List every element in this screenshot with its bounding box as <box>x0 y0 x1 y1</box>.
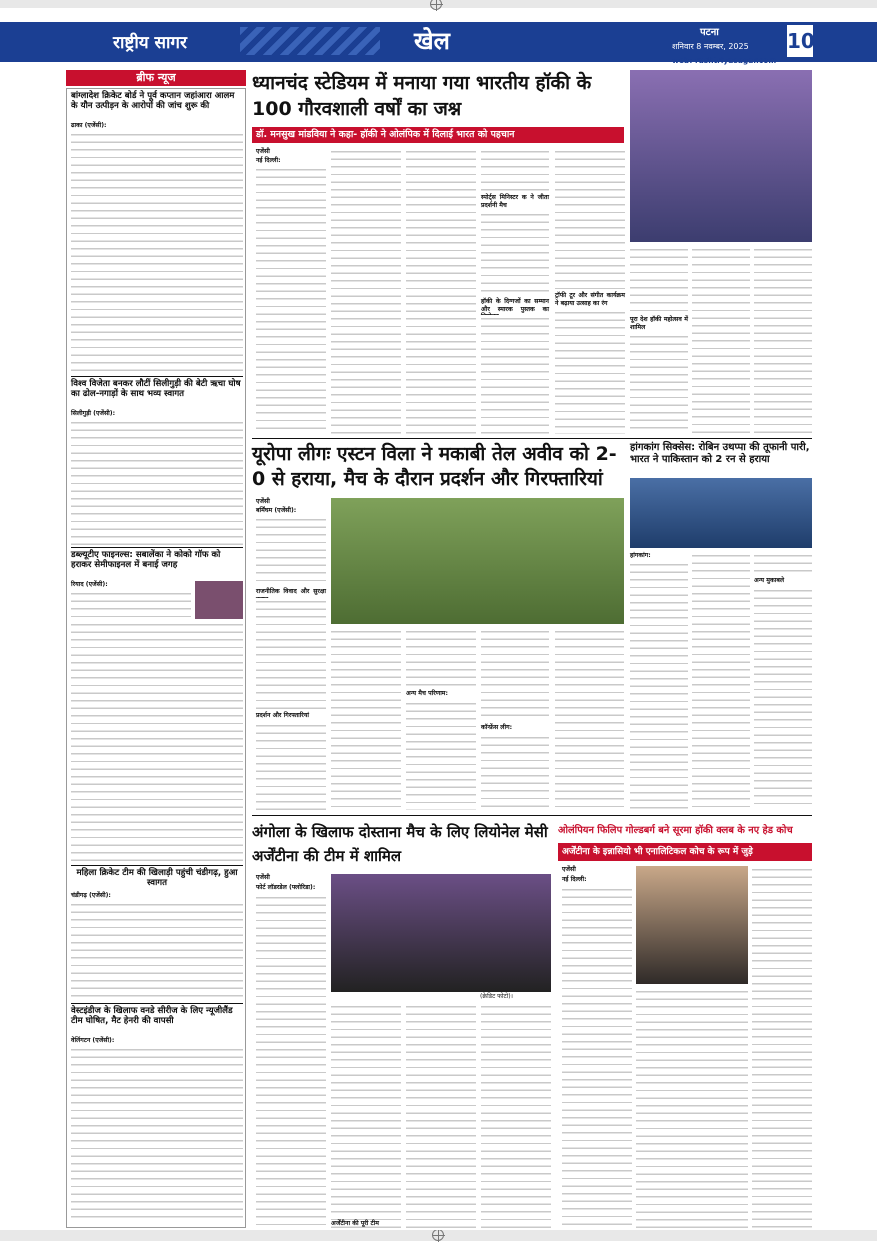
hockey-subhead-1: स्पोर्ट्स मिनिस्टर क ने जीता प्रदर्शनी मैच <box>481 194 549 209</box>
brief-item-dateline: ढाका (एजेंसी): <box>71 122 107 129</box>
hockey-subhead-3: पूरा देश हॉकी महोत्सव में शामिल <box>630 316 688 331</box>
hockey-subhead-4: ट्रॉफी टूर और संगीत कार्यक्रम ने बढ़ाया उत्साह का रंग <box>555 292 625 307</box>
hongkong-subhead: अन्य मुकाबले <box>754 577 785 584</box>
divider <box>252 815 812 816</box>
hockey-body-col5 <box>555 309 625 434</box>
goldberg-subhead: अर्जेंटीना के इन्नासियो भी एनालिटिकल कोच के रूप में जुड़े <box>558 843 812 861</box>
villa-body-col1 <box>256 598 326 710</box>
masthead-pattern <box>240 27 380 55</box>
villa-body-col1 <box>256 516 326 586</box>
hockey-subhead: डॉ. मनसुख मांडविया ने कहा- हॉकी ने ओलंपिक में दिलाई भारत को पहचान <box>252 127 624 143</box>
divider <box>71 376 243 377</box>
hockey-body-col7 <box>692 246 750 434</box>
edition-city: पटना <box>700 27 719 38</box>
brief-item-title: बांग्लादेश क्रिकेट बोर्ड ने पूर्व कप्तान जहांआरा आलम के यौन उत्पीड़न के आरोपों की जांच शुरू की <box>71 91 235 111</box>
messi-squad-subhead: अर्जेंटीना की पूरी टीम <box>331 1220 379 1227</box>
villa-subhead-1: राजनीतिक विवाद और सुरक्षा <box>256 588 326 595</box>
villa-body-col3 <box>406 700 476 810</box>
player-photo <box>195 581 243 619</box>
brief-item-body <box>71 590 191 620</box>
messi-headline: अंगोला के खिलाफ दोस्ताना मैच के लिए लियोनेल मेसी अर्जेंटीना की टीम में शामिल <box>252 823 548 865</box>
hockey-ceremony-photo <box>630 70 812 242</box>
hockey-body-col8 <box>754 246 812 434</box>
hongkong-body-col1 <box>630 561 688 810</box>
registration-mark-icon <box>432 1229 444 1241</box>
divider <box>252 438 812 439</box>
villa-body-col4 <box>481 734 549 810</box>
villa-subhead-3: अन्य मैच परिणाम: <box>406 690 448 697</box>
brief-item-dateline: वेलिंगटन (एजेंसी): <box>71 1037 115 1044</box>
villa-body-col2 <box>331 628 401 810</box>
messi-body-col4 <box>481 1003 551 1230</box>
hockey-agency: एजेंसी <box>256 148 270 155</box>
goldberg-body-col2 <box>636 988 748 1230</box>
brief-item-dateline: चंडीगढ़ (एजेंसी): <box>71 892 111 899</box>
hongkong-body-col3 <box>754 552 812 576</box>
villa-agency: एजेंसी <box>256 498 270 505</box>
coach-photo <box>636 866 748 984</box>
brief-item-body <box>71 621 243 863</box>
brief-news-column <box>66 88 246 1228</box>
villa-subhead-4: कॉन्फ्रेंस लीग: <box>481 724 513 731</box>
brief-item-title: महिला क्रिकेट टीम की खिलाड़ी पहुंची चंडीगढ़, हुआ स्वागत <box>76 868 238 888</box>
villa-body-col1 <box>256 722 326 810</box>
hockey-dateline: नई दिल्ली: <box>256 157 281 164</box>
goldberg-dateline: नई दिल्ली: <box>562 876 587 883</box>
villa-body-col4 <box>481 628 549 722</box>
messi-body-col1 <box>256 894 326 1230</box>
villa-body-col5 <box>555 628 624 810</box>
divider <box>71 547 243 548</box>
paper-name: राष्ट्रीय सागर <box>66 27 234 59</box>
football-match-photo <box>331 498 624 624</box>
brief-item-dateline: रियाद (एजेंसी): <box>71 581 108 588</box>
messi-dateline: फोर्ट लॉडरडेल (फ्लोरिडा): <box>256 884 316 891</box>
edition-date: शनिवार 8 नवम्बर, 2025 <box>672 42 749 51</box>
hockey-body-col4 <box>481 315 549 434</box>
hongkong-dateline: हांगकांग: <box>630 552 651 559</box>
hockey-body-col5 <box>555 148 625 291</box>
brief-item-dateline: सिलीगुड़ी (एजेंसी): <box>71 410 116 417</box>
registration-mark-icon <box>430 0 442 10</box>
brief-item-body <box>71 131 243 374</box>
hockey-body-col2 <box>331 148 401 434</box>
hongkong-body-col2 <box>692 552 750 810</box>
messi-photo-caption: (क्रेडिट फोटो)। <box>480 993 514 1000</box>
hongkong-body-col3 <box>754 587 812 810</box>
hockey-body-col6 <box>630 246 688 316</box>
divider <box>71 865 243 866</box>
brief-news-label: ब्रीफ न्यूज <box>66 70 246 86</box>
villa-subhead-2: प्रदर्शन और गिरफ्तारियां <box>256 712 310 719</box>
villa-headline: यूरोपा लीगः एस्टन विला ने मकाबी तेल अवीव को 2-0 से हराया, मैच के दौरान प्रदर्शन और गिरफ्तारियां <box>252 443 617 490</box>
goldberg-headline: ओलंपियन फिलिप गोल्डबर्ग बने सूरमा हॉकी क्लब के नए हेड कोच <box>558 820 812 842</box>
messi-photo <box>331 874 551 992</box>
messi-body-col2 <box>331 1003 401 1230</box>
goldberg-agency: एजेंसी <box>562 866 576 873</box>
brief-item-body <box>71 1046 243 1224</box>
hockey-body-col1 <box>256 166 326 434</box>
brief-item-title: वेस्टइंडीज के खिलाफ वनडे सीरीज के लिए न्यूजीलैंड टीम घोषित, मैट हेनरी की वापसी <box>71 1006 233 1026</box>
villa-dateline: बर्मिंघम (एजेंसी): <box>256 507 297 514</box>
hockey-subhead-2: हॉकी के दिग्गजों का सम्मान और स्मारक पुस्तक का <box>481 298 549 313</box>
villa-body-col3 <box>406 628 476 688</box>
hockey-body-col6 <box>630 333 688 434</box>
brief-item-title: डब्ल्यूटीए फाइनल्स: सबालेंका ने कोको गॉफ को हराकर सेमीफाइनल में बनाई जगह <box>71 550 221 570</box>
brief-item-body <box>71 901 243 1001</box>
page-number: 10 <box>787 25 813 57</box>
messi-body-col3 <box>406 1003 476 1230</box>
section-title: खेल <box>414 27 450 55</box>
divider <box>71 1003 243 1004</box>
brief-item-body <box>71 419 243 545</box>
goldberg-body-col3 <box>752 866 812 1230</box>
hockey-headline: ध्यानचंद स्टेडियम में मनाया गया भारतीय हॉकी के 100 गौरवशाली वर्षों का जश्न <box>252 72 592 120</box>
messi-agency: एजेंसी <box>256 874 270 881</box>
cricket-photo <box>630 478 812 548</box>
hockey-body-col4 <box>481 148 549 193</box>
website: web: rashtriyasagar.com <box>672 56 777 65</box>
hockey-body-col3 <box>406 148 476 434</box>
hockey-body-col4 <box>481 211 549 297</box>
goldberg-body-col1 <box>562 886 632 1230</box>
hongkong-headline: हांगकांग सिक्सेस: रोबिन उथप्पा की तूफानी पारी, भारत ने पाकिस्तान को 2 रन से हराया <box>630 442 810 465</box>
brief-item-title: विश्व विजेता बनकर लौटीं सिलीगुड़ी की बेटी ऋचा घोष का ढोल-नगाड़ों के साथ भव्य स्वागत <box>71 379 241 399</box>
